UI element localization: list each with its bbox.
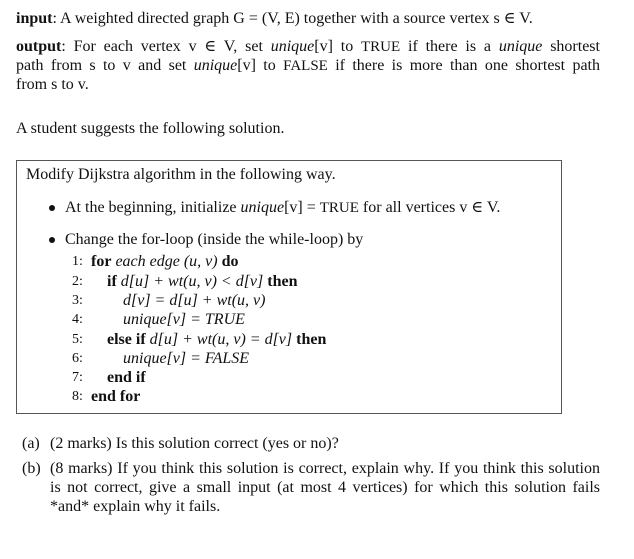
question-a-label: (a) <box>22 435 40 452</box>
bullet1-text-b: unique <box>240 199 285 216</box>
bullet-dot-icon <box>49 237 55 243</box>
bullet1-text-a: At the beginning, initialize <box>65 199 241 216</box>
code-line-5 <box>107 330 326 349</box>
output-text-1f: shortest <box>542 38 600 55</box>
bullet1-text-c: [v] = <box>284 199 320 216</box>
bullet-item-2 <box>49 230 364 249</box>
code-line-number: 3: <box>72 293 83 308</box>
output-line-3: from s to v. <box>16 76 89 93</box>
output-label: output <box>16 38 62 55</box>
code-keyword: do <box>221 253 239 270</box>
solution-box <box>16 160 562 414</box>
true-keyword: TRUE <box>361 39 401 55</box>
output-text-1a: : For each vertex v ∈ V, set <box>61 38 271 55</box>
code-keyword: then <box>296 331 327 348</box>
code-keyword: end for <box>91 388 141 405</box>
question-a-text: (2 marks) Is this solution correct (yes or no)? <box>50 435 339 452</box>
input-label: input <box>16 10 53 27</box>
bullet1-true-keyword: TRUE <box>319 200 359 216</box>
output-text-1e: unique <box>498 38 543 55</box>
bullet-item-1 <box>49 198 501 218</box>
output-text-1d: if there is a <box>400 38 499 55</box>
code-line-7 <box>107 368 146 387</box>
bullet-dot-icon <box>49 205 55 211</box>
code-keyword: else if <box>107 331 146 348</box>
code-keyword: then <box>267 273 298 290</box>
code-line-1 <box>91 252 239 271</box>
box-heading: Modify Dijkstra algorithm in the following way. <box>26 166 336 183</box>
code-line-2 <box>107 272 298 291</box>
code-text: d[v] = d[u] + wt(u, v) <box>123 292 266 309</box>
output-text-2c: [v] to <box>237 57 284 74</box>
code-line-number: 6: <box>72 351 83 366</box>
output-line-2 <box>16 56 600 76</box>
code-keyword: if <box>107 273 117 290</box>
question-b-text: (8 marks) If you think this solution is correct, explain why. If you think this solution is not correct, give a small input (at most 4 vertices) for which this solution fails *and* explain why it fails. <box>50 460 600 515</box>
false-keyword: FALSE <box>283 58 328 74</box>
student-line: A student suggests the following solution. <box>16 120 285 137</box>
code-keyword: end if <box>107 369 146 386</box>
output-text-2b: unique <box>193 57 238 74</box>
bullet2-text: Change the for-loop (inside the while-loop) by <box>65 231 364 248</box>
code-text: each edge (u, v) <box>111 253 222 270</box>
code-line-number: 4: <box>72 312 83 327</box>
output-text-1c: [v] to <box>314 38 362 55</box>
code-keyword: for <box>91 253 112 270</box>
code-text: unique[v] = FALSE <box>123 350 250 367</box>
code-line-3 <box>123 291 265 310</box>
code-text: unique[v] = TRUE <box>123 311 245 328</box>
input-text: : A weighted directed graph G = (V, E) together with a source vertex s ∈ V. <box>52 10 533 27</box>
output-text-1b: unique <box>270 38 315 55</box>
code-text: d[u] + wt(u, v) < d[v] <box>116 273 268 290</box>
code-line-8 <box>91 387 140 406</box>
code-line-number: 7: <box>72 370 83 385</box>
output-text-2a: path from s to v and set <box>16 57 194 74</box>
code-line-number: 5: <box>72 332 83 347</box>
code-line-6 <box>123 349 249 368</box>
code-line-number: 1: <box>72 254 83 269</box>
bullet1-text-d: for all vertices v ∈ V. <box>358 199 501 216</box>
code-line-4 <box>123 310 245 329</box>
question-b-label: (b) <box>22 460 41 477</box>
code-text: d[u] + wt(u, v) = d[v] <box>145 331 297 348</box>
output-text-2d: if there is more than one shortest path <box>327 57 600 74</box>
code-line-number: 8: <box>72 389 83 404</box>
code-line-number: 2: <box>72 274 83 289</box>
input-line <box>16 9 533 28</box>
output-line-1 <box>16 37 600 57</box>
